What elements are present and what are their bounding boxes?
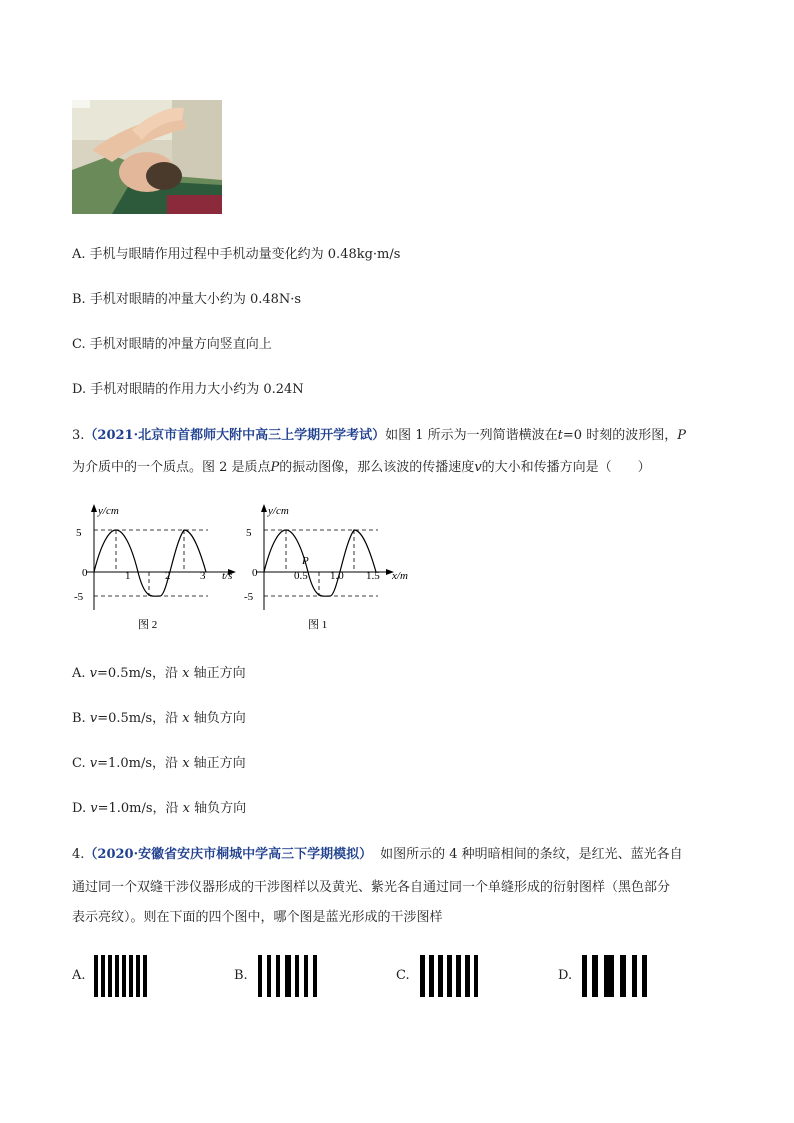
q3-text: 的振动图像，那么该波的传播速度 bbox=[279, 460, 475, 475]
q2-option-b: B. 手机对眼睛的冲量大小约为 0.48N·s bbox=[72, 292, 302, 307]
fig2-graph bbox=[74, 504, 236, 631]
var-v: v bbox=[89, 711, 98, 726]
fig1-point-p: P bbox=[302, 555, 309, 567]
option-letter: C. bbox=[72, 756, 90, 771]
fig1-graph bbox=[244, 504, 408, 631]
option-text: 轴正方向 bbox=[189, 666, 246, 681]
q3-option-a bbox=[72, 662, 246, 681]
option-text: =1.0m/s，沿 bbox=[97, 756, 183, 771]
fig1-x-axis-label: x/m bbox=[392, 570, 408, 582]
q4-source: （2020·安徽省安庆市桐城中学高三下学期模拟） bbox=[84, 847, 373, 862]
option-text: 轴正方向 bbox=[189, 756, 246, 771]
q4-number: 4. bbox=[72, 847, 85, 862]
var-x: x bbox=[182, 801, 191, 816]
var-p: P bbox=[677, 428, 686, 443]
var-x: x bbox=[182, 711, 190, 726]
fig2-y-tick: 0 bbox=[82, 567, 88, 579]
q2-option-a: A. 手机与眼睛作用过程中手机动量变化约为 0.48kg·m/s bbox=[72, 247, 401, 262]
fig2-x-axis-label: t/s bbox=[222, 570, 233, 582]
option-letter: B. bbox=[72, 711, 90, 726]
option-text: =0.5m/s，沿 bbox=[97, 711, 183, 726]
q4-text: 如图所示的 4 种明暗相间的条纹，是红光、蓝光各自 bbox=[380, 847, 683, 862]
var-v: v bbox=[474, 460, 482, 475]
var-t: t bbox=[557, 428, 563, 443]
fig2-x-tick: 1 bbox=[125, 570, 131, 582]
fig2-x-tick: 2 bbox=[165, 570, 171, 582]
q3-figures bbox=[72, 500, 422, 640]
fig2-x-tick: 3 bbox=[200, 570, 206, 582]
fig1-y-tick: 5 bbox=[246, 527, 252, 539]
q3-text: 为介质中的一个质点。图 2 是质点 bbox=[72, 460, 271, 475]
option-text: 轴负方向 bbox=[190, 801, 247, 816]
var-x: x bbox=[182, 756, 190, 771]
var-v: v bbox=[90, 801, 98, 816]
q4-stem-line2: 通过同一个双缝干涉仪器形成的干涉图样以及黄光、紫光各自通过同一个单缝形成的衍射图样（黑色部分 bbox=[72, 880, 671, 895]
fig2-y-tick: 5 bbox=[76, 527, 82, 539]
q4-option-d-label: D. bbox=[558, 968, 573, 983]
option-letter: A. bbox=[72, 666, 90, 681]
var-x: x bbox=[182, 666, 190, 681]
fig1-y-axis-label: y/cm bbox=[268, 505, 289, 517]
q4-option-b-label: B. bbox=[234, 968, 248, 983]
q3-text: 的大小和传播方向是（ ） bbox=[481, 460, 651, 475]
q4-stem-line3: 表示亮纹）。则在下面的四个图中，哪个图是蓝光形成的干涉图样 bbox=[72, 910, 443, 925]
fig2-y-tick: -5 bbox=[74, 591, 84, 603]
fig2-y-axis-label: y/cm bbox=[98, 505, 119, 517]
q2-option-c: C. 手机对眼睛的冲量方向竖直向上 bbox=[72, 337, 272, 352]
q4-stem-line1 bbox=[72, 843, 683, 862]
var-v: v bbox=[89, 666, 98, 681]
q3-number: 3. bbox=[72, 428, 85, 443]
option-text: =0.5m/s，沿 bbox=[97, 666, 183, 681]
photo-phone-on-face bbox=[72, 100, 222, 214]
q4-option-a-label: A. bbox=[72, 968, 86, 983]
fig1-x-tick: 1.5 bbox=[366, 570, 380, 582]
var-p: P bbox=[270, 460, 280, 475]
option-text: =1.0m/s，沿 bbox=[97, 801, 183, 816]
q2-option-d: D. 手机对眼睛的作用力大小约为 0.24N bbox=[72, 382, 304, 397]
q3-option-c bbox=[72, 752, 246, 771]
q3-source: （2021·北京市首都师大附中高三上学期开学考试） bbox=[84, 428, 386, 443]
q3-text: 如图 1 所示为一列简谐横波在 bbox=[385, 428, 558, 443]
q3-option-d bbox=[72, 797, 246, 816]
fig1-y-tick: -5 bbox=[244, 591, 254, 603]
q3-option-b bbox=[72, 707, 246, 726]
stripe-pattern-b[interactable] bbox=[258, 955, 322, 997]
fig1-y-tick: 0 bbox=[252, 567, 258, 579]
fig1-caption: 图 1 bbox=[308, 619, 328, 631]
fig1-x-tick: 0.5 bbox=[294, 570, 308, 582]
stripe-pattern-c[interactable] bbox=[420, 955, 478, 997]
option-text: 轴负方向 bbox=[189, 711, 246, 726]
stripe-pattern-d[interactable] bbox=[582, 955, 648, 997]
fig1-x-tick: 1.0 bbox=[330, 570, 344, 582]
q4-option-c-label: C. bbox=[396, 968, 410, 983]
fig2-caption: 图 2 bbox=[138, 619, 158, 631]
option-letter: D. bbox=[72, 801, 91, 816]
q3-text: =0 时刻的波形图， bbox=[562, 428, 678, 443]
var-v: v bbox=[89, 756, 98, 771]
stripe-pattern-a[interactable] bbox=[94, 955, 152, 997]
q3-stem-line2 bbox=[72, 456, 651, 475]
q3-stem-line1 bbox=[72, 424, 686, 443]
